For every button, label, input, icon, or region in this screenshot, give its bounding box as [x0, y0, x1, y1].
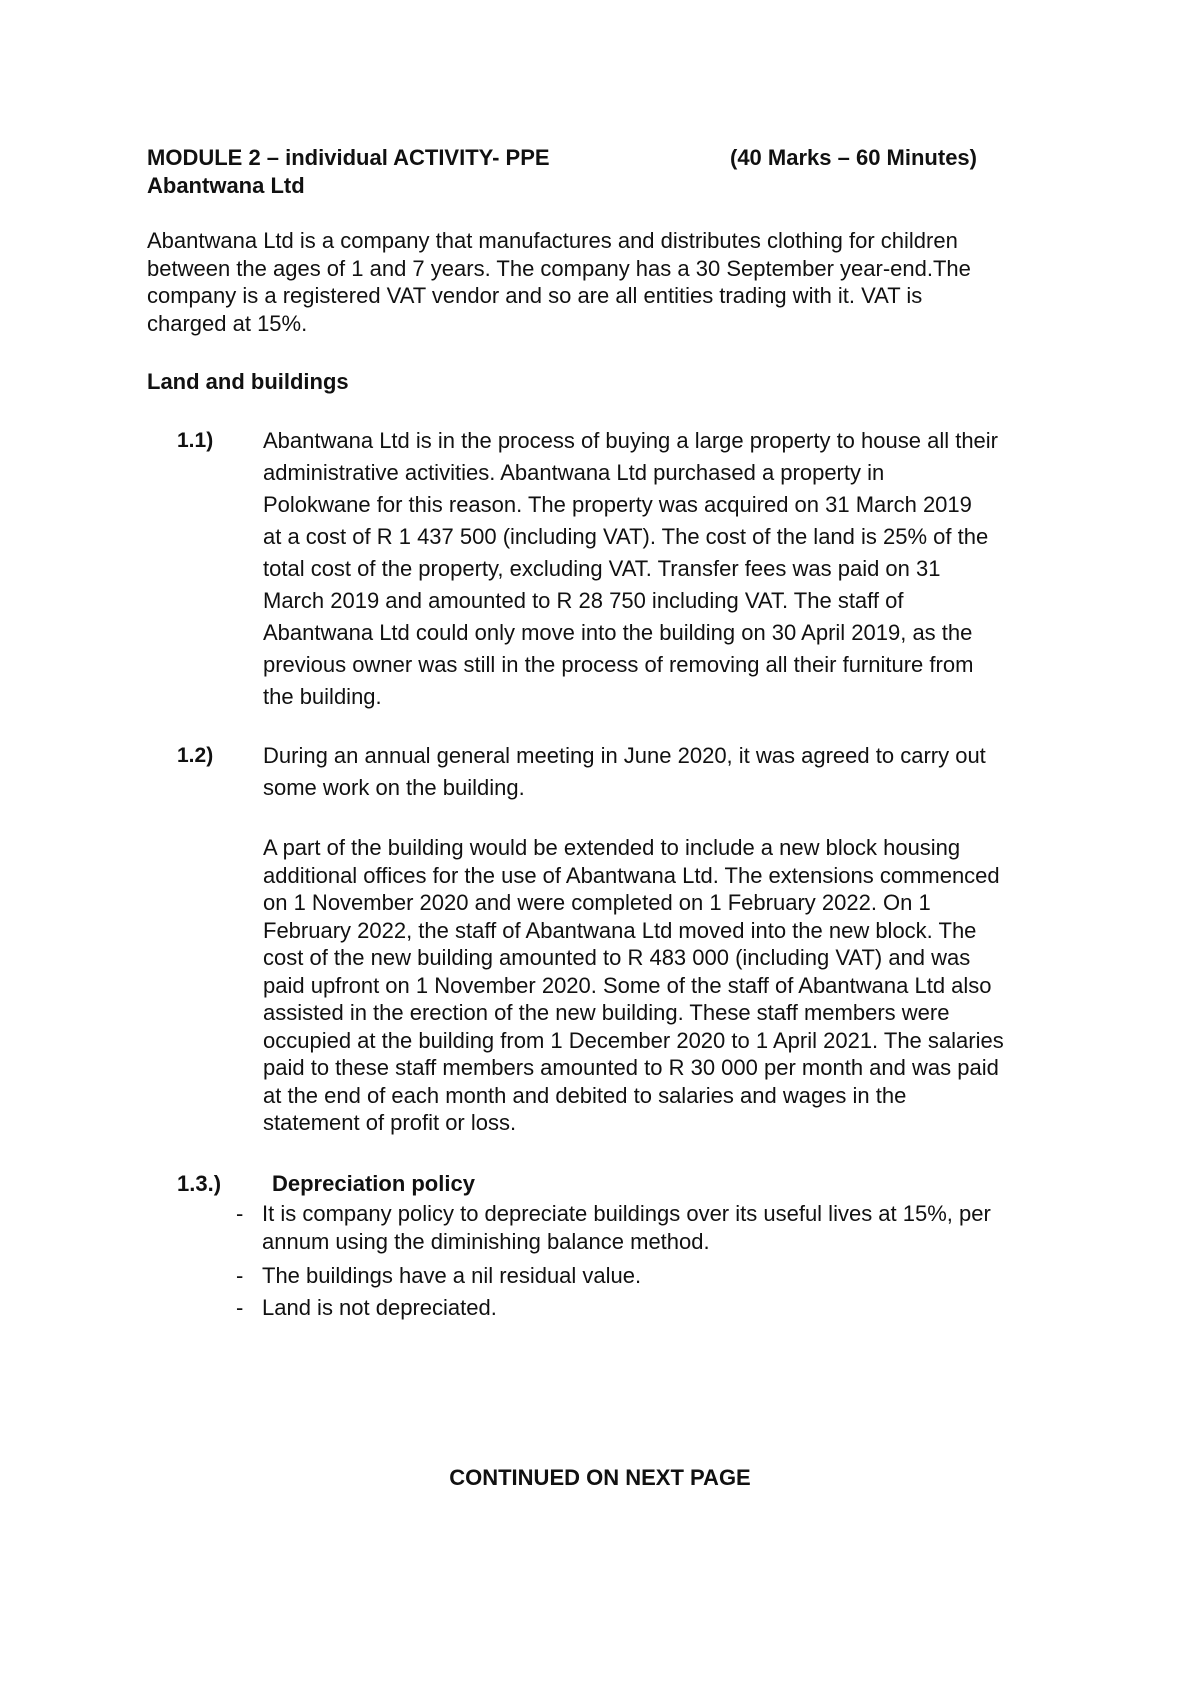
paragraph-line: cost of the new building amounted to R 483 000 (including VAT) and was: [263, 945, 971, 970]
depreciation-policy-heading: Depreciation policy: [272, 1171, 475, 1196]
paragraph-line: total cost of the property, excluding VAT. Transfer fees was paid on 31: [263, 556, 941, 581]
paragraph-line: some work on the building.: [263, 775, 525, 800]
paragraph-line: previous owner was still in the process of removing all their furniture from: [263, 652, 974, 677]
intro-line: Abantwana Ltd is a company that manufactures and distributes clothing for children: [147, 228, 958, 253]
paragraph-line: occupied at the building from 1 December 2020 to 1 April 2021. The salaries: [263, 1027, 1004, 1053]
item-1-1-paragraph: [263, 425, 1068, 713]
intro-paragraph: [147, 227, 1047, 337]
bullet-item: [262, 1294, 1062, 1322]
paragraph-line: administrative activities. Abantwana Ltd purchased a property in: [263, 460, 885, 485]
paragraph-line: During an annual general meeting in June 2020, it was agreed to carry out: [263, 743, 986, 768]
paragraph-line: Abantwana Ltd is in the process of buying a large property to house all their: [263, 428, 999, 453]
bullet-line: The buildings have a nil residual value.: [262, 1263, 642, 1288]
bullet-dash: -: [236, 1263, 244, 1288]
paragraph-line: additional offices for the use of Abantwana Ltd. The extensions commenced: [263, 862, 1000, 888]
bullet-dash: -: [236, 1201, 244, 1226]
paragraph-line: February 2022, the staff of Abantwana Ltd moved into the new block. The: [263, 917, 977, 943]
bullet-line: Land is not depreciated.: [262, 1295, 497, 1320]
bullet-dash: -: [236, 1295, 244, 1320]
item-number-1-3: 1.3.): [177, 1171, 222, 1196]
paragraph-line: March 2019 and amounted to R 28 750 including VAT. The staff of: [263, 588, 904, 613]
paragraph-line: A part of the building would be extended to include a new block housing: [263, 835, 961, 860]
intro-line: charged at 15%.: [147, 310, 308, 336]
intro-line: between the ages of 1 and 7 years. The company has a 30 September year-end.The: [147, 255, 971, 281]
company-name: Abantwana Ltd: [147, 173, 305, 198]
paragraph-line: at a cost of R 1 437 500 (including VAT). The cost of the land is 25% of the: [263, 524, 989, 549]
item-number-1-2: 1.2): [177, 744, 214, 767]
item-number-1-1: 1.1): [177, 429, 214, 452]
paragraph-line: paid upfront on 1 November 2020. Some of the staff of Abantwana Ltd also: [263, 972, 992, 998]
paragraph-line: Polokwane for this reason. The property was acquired on 31 March 2019: [263, 492, 972, 517]
continued-notice: CONTINUED ON NEXT PAGE: [449, 1465, 751, 1490]
bullet-item: [262, 1262, 1062, 1290]
marks-duration: (40 Marks – 60 Minutes): [730, 145, 977, 170]
bullet-item: [262, 1200, 1062, 1256]
item-1-2-paragraph: [263, 740, 1068, 804]
paragraph-line: on 1 November 2020 and were completed on 1 February 2022. On 1: [263, 890, 931, 915]
paragraph-line: the building.: [263, 684, 382, 709]
module-title: MODULE 2 – individual ACTIVITY- PPE: [147, 145, 550, 170]
bullet-line: annum using the diminishing balance method.: [262, 1229, 710, 1254]
section-heading-land-buildings: Land and buildings: [147, 369, 349, 394]
item-1-2-detail-paragraph: [263, 834, 1068, 1137]
paragraph-line: statement of profit or loss.: [263, 1110, 517, 1135]
intro-line: company is a registered VAT vendor and so are all entities trading with it. VAT is: [147, 283, 923, 308]
paragraph-line: Abantwana Ltd could only move into the building on 30 April 2019, as the: [263, 620, 973, 645]
bullet-line: It is company policy to depreciate buildings over its useful lives at 15%, per: [262, 1201, 991, 1226]
paragraph-line: assisted in the erection of the new building. These staff members were: [263, 1000, 950, 1025]
paragraph-line: paid to these staff members amounted to R 30 000 per month and was paid: [263, 1055, 999, 1080]
paragraph-line: at the end of each month and debited to salaries and wages in the: [263, 1082, 907, 1108]
